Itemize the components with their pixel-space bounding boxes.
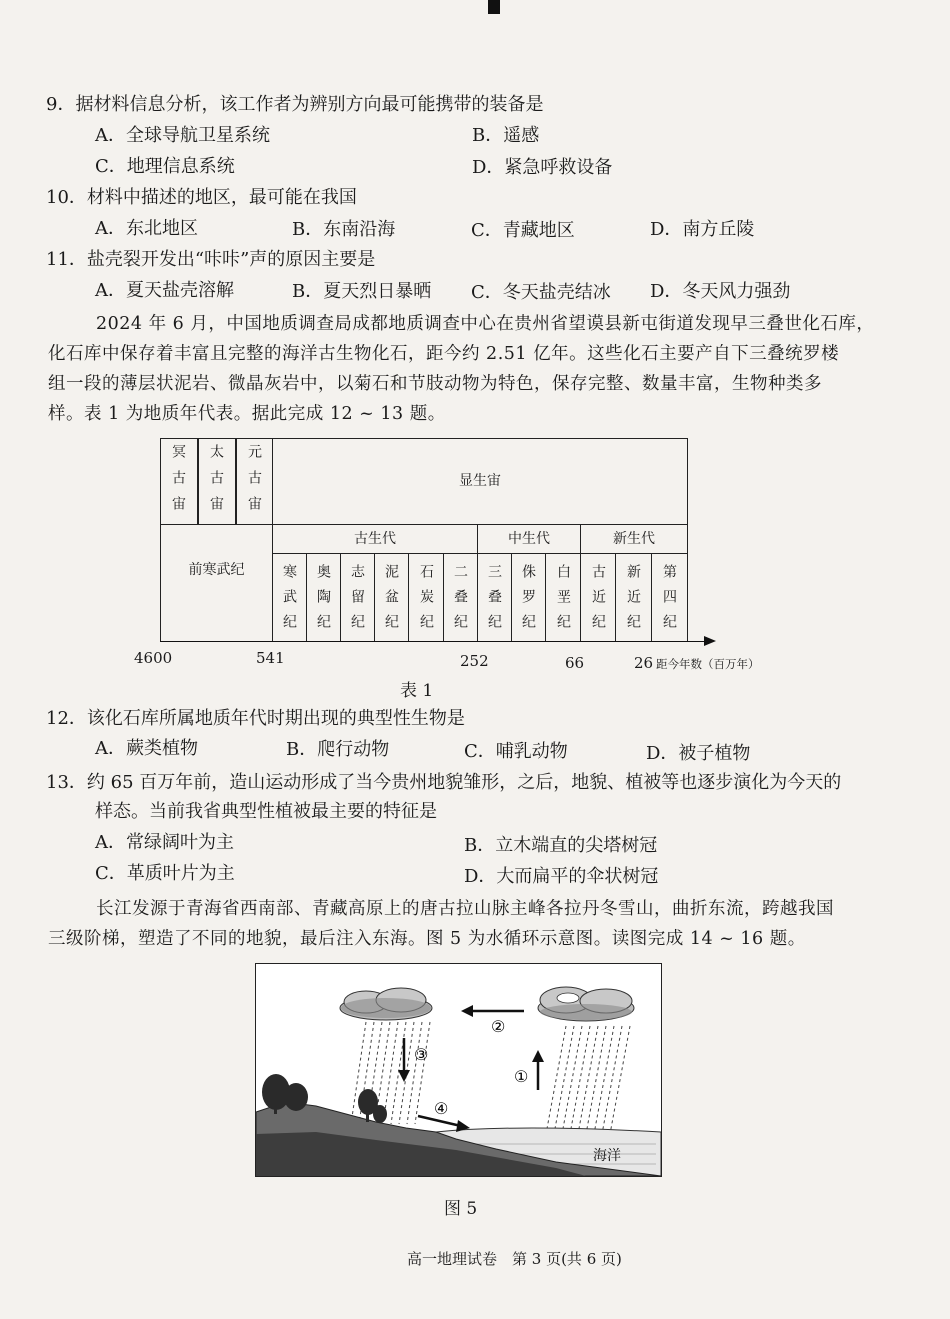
passage-1-line-1: 2024 年 6 月，中国地质调查局成都地质调查中心在贵州省望谟县新屯街道发现早三叠世化石库， — [96, 314, 875, 334]
period-jurassic-label: 侏罗纪 — [520, 563, 536, 639]
ocean-label: 海洋 — [593, 1148, 621, 1164]
q13-option-d: D．大而扁平的伞状树冠 — [464, 866, 659, 887]
label-1: ① — [514, 1067, 529, 1086]
period-quaternary — [651, 553, 688, 642]
q9-option-b: B．遥感 — [472, 125, 540, 146]
q11-option-b: B．夏天烈日暴晒 — [292, 281, 432, 302]
period-devonian — [374, 553, 409, 642]
question-9-stem: 9．据材料信息分析，该工作者为辨别方向最可能携带的装备是 — [46, 94, 544, 115]
axis-tick-4600: 4600 — [134, 649, 173, 667]
passage-1-line-3: 组一段的薄层状泥岩、微晶灰岩中，以菊石和节肢动物为特色，保存完整、数量丰富，生物种类多 — [48, 374, 822, 394]
page-footer: 高一地理试卷 第 3 页(共 6 页) — [407, 1250, 622, 1268]
figure-5-caption: 图 5 — [444, 1199, 478, 1219]
rain-right — [546, 1026, 630, 1134]
passage-2-line-1: 长江发源于青海省西南部、青藏高原上的唐古拉山脉主峰各拉丹冬雪山，曲折东流，跨越我国 — [96, 899, 834, 919]
era-mesozoic: 中生代 — [477, 524, 581, 554]
period-triassic-label: 三叠纪 — [486, 563, 502, 639]
axis-label: 距今年数（百万年） — [656, 657, 760, 671]
period-triassic — [477, 553, 512, 642]
period-cretaceous-label: 白垩纪 — [555, 563, 571, 639]
q12-option-d: D．被子植物 — [646, 743, 751, 764]
eon-proterozoic-label: 元古宙 — [246, 444, 262, 522]
cloud-right — [538, 987, 634, 1021]
q13-option-b: B．立木端直的尖塔树冠 — [464, 835, 658, 856]
period-permian-label: 二叠纪 — [452, 563, 468, 639]
q13-option-c: C．革质叶片为主 — [95, 863, 235, 884]
q10-option-c: C．青藏地区 — [471, 220, 575, 241]
period-neogene-label: 新近纪 — [625, 563, 641, 639]
q11-option-c: C．冬天盐壳结冰 — [471, 282, 611, 303]
eon-phanerozoic: 显生宙 — [272, 438, 688, 525]
label-2: ② — [491, 1017, 506, 1036]
q12-option-c: C．哺乳动物 — [464, 741, 568, 762]
arrow-1-evaporation — [532, 1050, 544, 1090]
q10-option-b: B．东南沿海 — [292, 219, 396, 240]
eon-archean — [198, 438, 236, 525]
table-1-caption: 表 1 — [400, 681, 434, 701]
question-13-stem-line-2: 样态。当前我省典型性植被最主要的特征是 — [95, 801, 437, 822]
q9-option-d: D．紧急呼救设备 — [472, 157, 613, 178]
question-13-stem-line-1: 13．约 65 百万年前，造山运动形成了当今贵州地貌雏形，之后，地貌、植被等也逐步演化为今天的 — [46, 772, 842, 793]
water-cycle-svg — [256, 964, 661, 1176]
arrow-4-runoff — [418, 1116, 470, 1132]
period-devonian-label: 泥盆纪 — [383, 563, 399, 639]
period-ordovician-label: 奥陶纪 — [315, 563, 331, 639]
period-quaternary-label: 第四纪 — [661, 563, 677, 639]
question-12-stem: 12．该化石库所属地质年代时期出现的典型性生物是 — [46, 708, 465, 729]
water-cycle-figure — [255, 963, 662, 1177]
geologic-time-table — [160, 438, 688, 642]
question-11-stem: 11．盐壳裂开发出“咔咔”声的原因主要是 — [46, 249, 376, 270]
q9-option-c: C．地理信息系统 — [95, 156, 235, 177]
era-cenozoic: 新生代 — [580, 524, 688, 554]
period-carboniferous — [408, 553, 444, 642]
precambrian-cell: 前寒武纪 — [160, 524, 273, 642]
axis-tick-66: 66 — [565, 654, 585, 672]
era-paleozoic: 古生代 — [272, 524, 478, 554]
period-paleogene-label: 古近纪 — [590, 563, 606, 639]
period-ordovician — [306, 553, 341, 642]
q12-option-b: B．爬行动物 — [286, 739, 390, 760]
arrow-2-vapor-transport — [461, 1005, 524, 1017]
axis-tick-541: 541 — [256, 649, 285, 667]
passage-1-line-4: 样。表 1 为地质年代表。据此完成 12 ~ 13 题。 — [48, 404, 446, 424]
q9-option-a: A．全球导航卫星系统 — [95, 125, 270, 146]
axis-tick-252: 252 — [460, 652, 489, 670]
period-cambrian-label: 寒武纪 — [281, 563, 297, 639]
period-cretaceous — [545, 553, 581, 642]
q11-option-a: A．夏天盐壳溶解 — [95, 280, 234, 301]
period-neogene — [615, 553, 652, 642]
print-mark — [488, 0, 500, 14]
period-silurian-label: 志留纪 — [349, 563, 365, 639]
period-permian — [443, 553, 478, 642]
label-4: ④ — [434, 1099, 449, 1118]
q11-option-d: D．冬天风力强劲 — [650, 281, 791, 302]
period-carboniferous-label: 石炭纪 — [418, 563, 434, 639]
passage-1-line-2: 化石库中保存着丰富且完整的海洋古生物化石，距今约 2.51 亿年。这些化石主要产自下三叠统罗楼 — [48, 344, 840, 364]
time-axis-arrowhead — [704, 636, 716, 646]
question-10-stem: 10．材料中描述的地区，最可能在我国 — [46, 187, 357, 208]
eon-hadean — [160, 438, 198, 525]
eon-archean-label: 太古宙 — [208, 444, 224, 522]
q12-option-a: A．蕨类植物 — [95, 738, 198, 759]
time-axis-line — [160, 641, 708, 642]
axis-tick-26: 26 — [634, 654, 654, 672]
passage-2-line-2: 三级阶梯，塑造了不同的地貌，最后注入东海。图 5 为水循环示意图。读图完成 14 ~ 16 题。 — [48, 929, 806, 949]
q10-option-d: D．南方丘陵 — [650, 219, 755, 240]
label-3: ③ — [414, 1045, 429, 1064]
eon-proterozoic — [236, 438, 273, 525]
period-silurian — [340, 553, 375, 642]
period-cambrian — [272, 553, 307, 642]
period-jurassic — [511, 553, 546, 642]
period-paleogene — [580, 553, 616, 642]
cloud-left — [340, 988, 432, 1020]
eon-hadean-label: 冥古宙 — [170, 444, 186, 522]
q10-option-a: A．东北地区 — [95, 218, 198, 239]
q13-option-a: A．常绿阔叶为主 — [95, 832, 234, 853]
